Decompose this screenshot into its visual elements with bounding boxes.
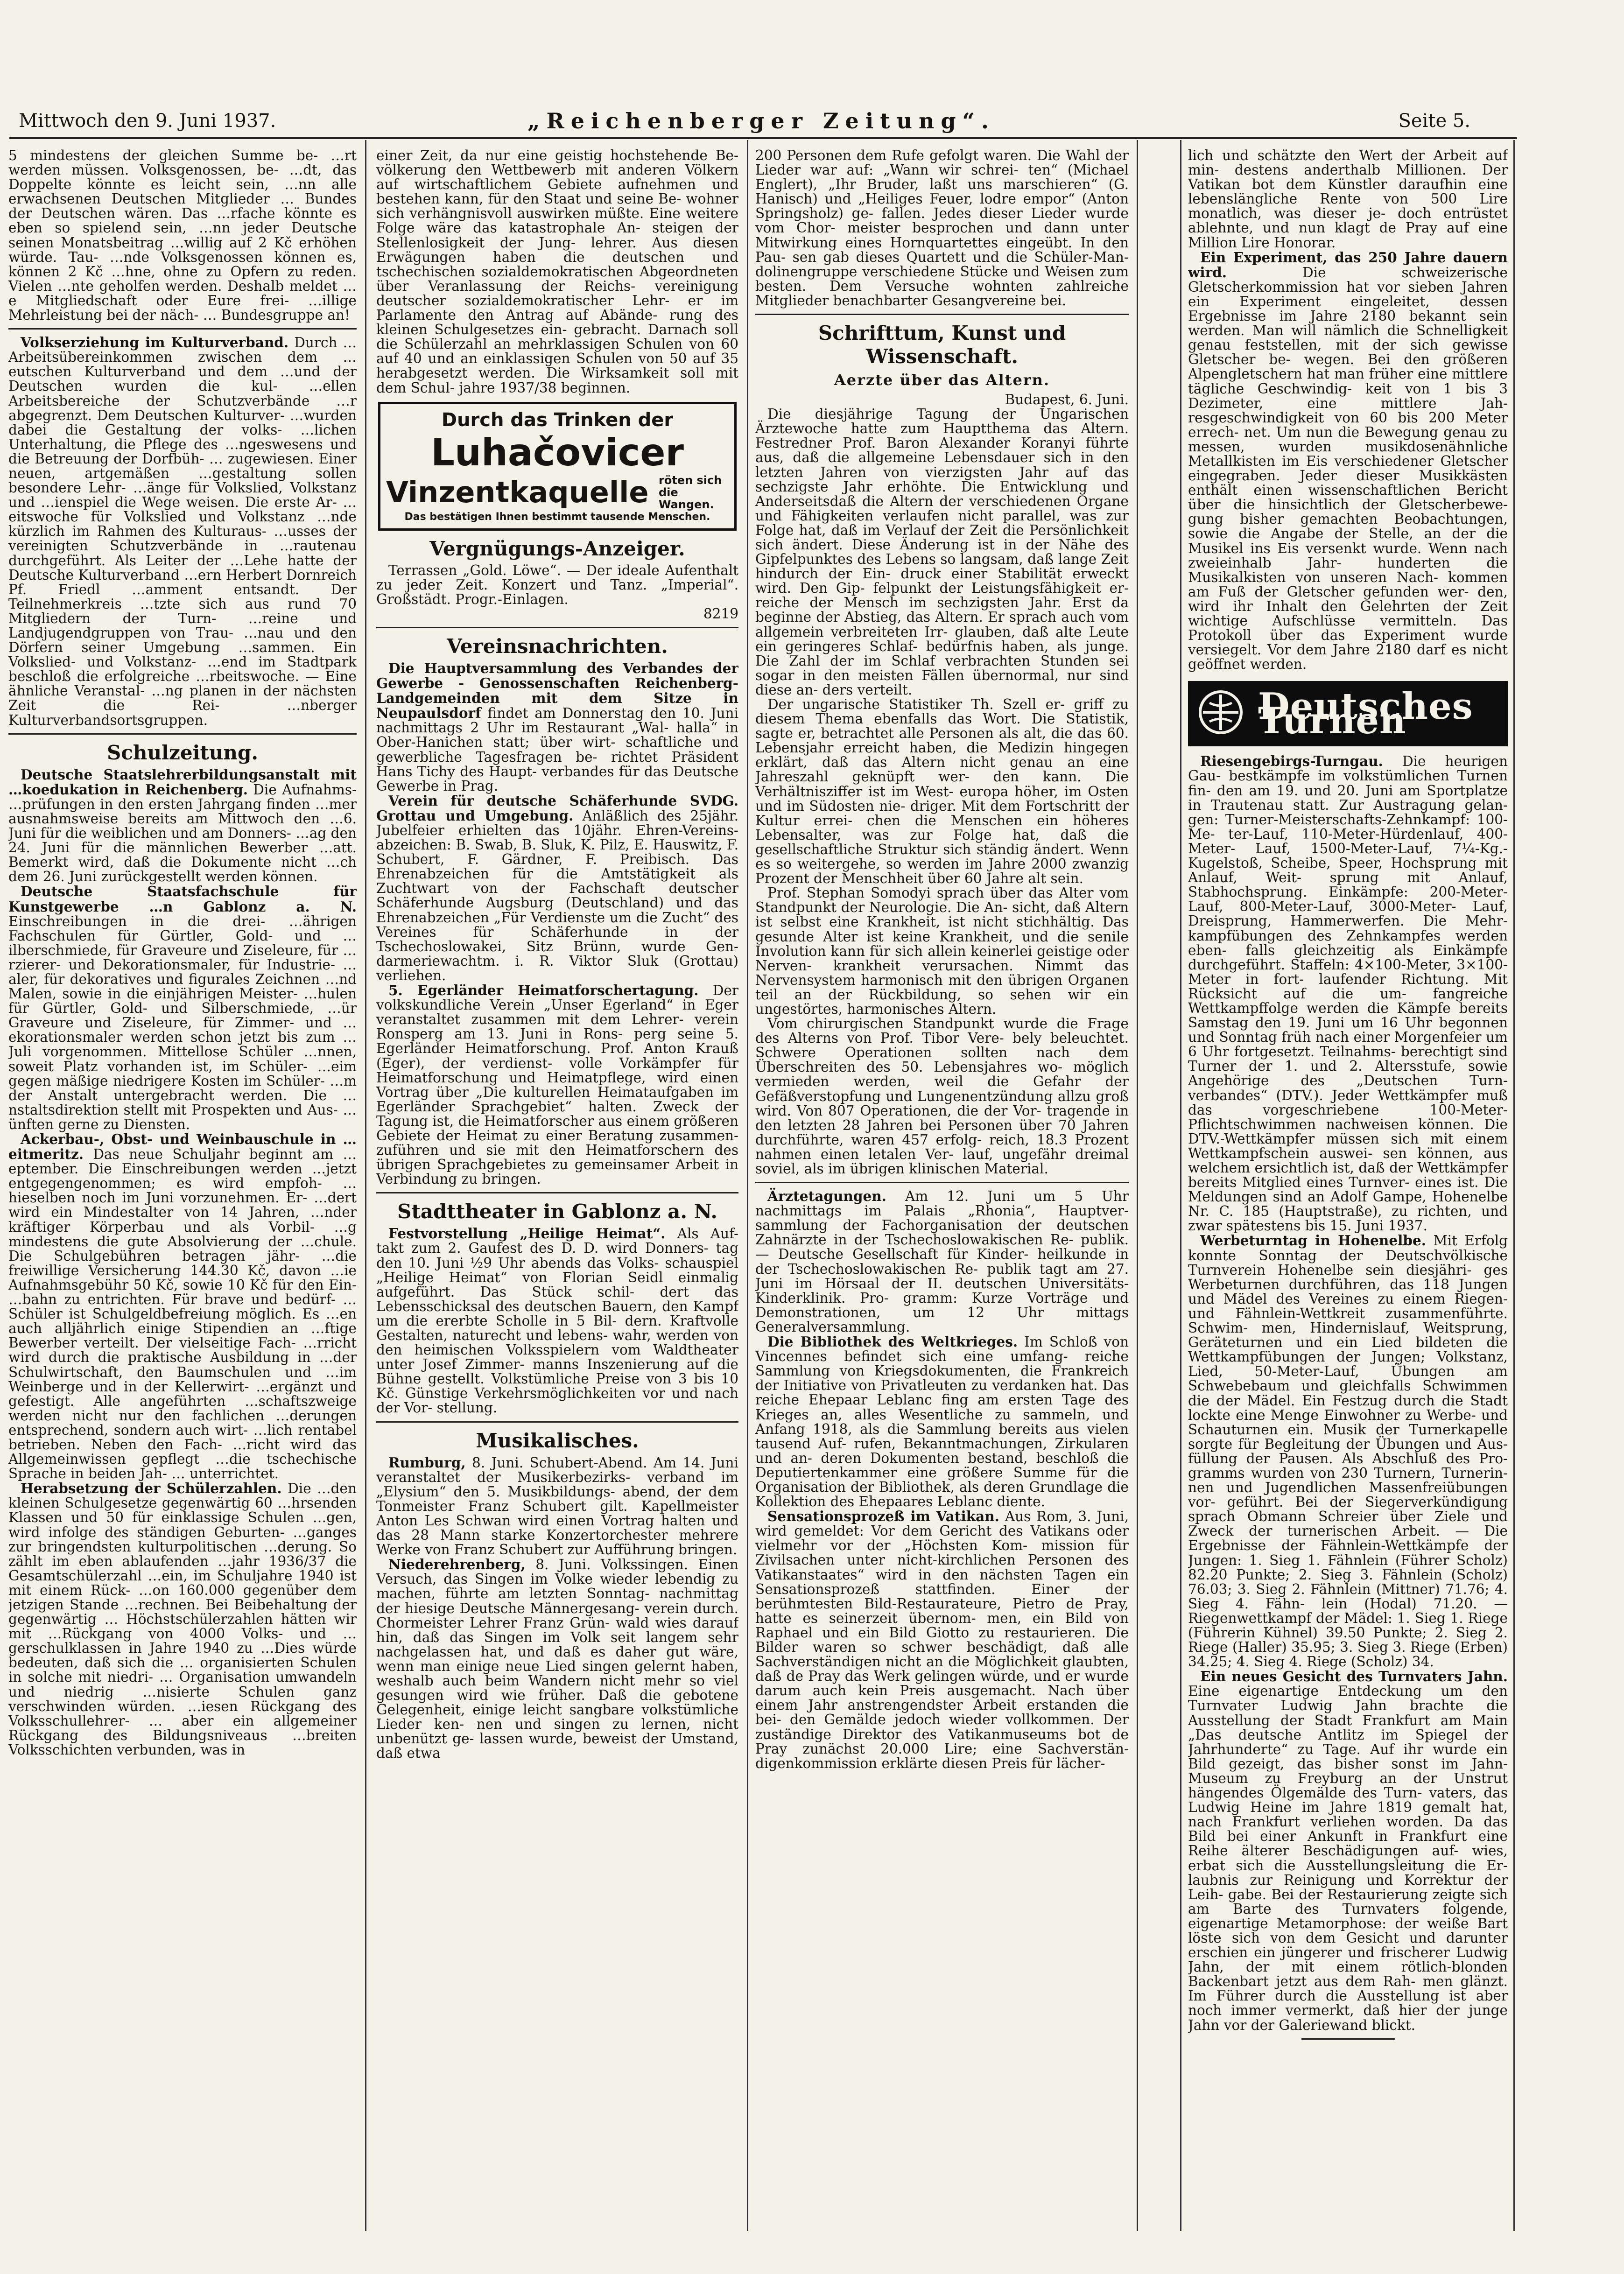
section-heading: Stadttheater in Gablonz a. N.: [397, 1200, 717, 1223]
divider: [755, 1182, 1129, 1183]
ad-footer: Das bestätigen Ihnen bestimmt tausende Menschen.: [404, 511, 710, 523]
article-body: Die …den kleinen Schulgesetze gegenwärtig 60 …hrsenden Klassen und 50 für einklassige Schulen …gen, wird infolge des ständigen Geburten- …ganges zur bringendsten kulturpolitischen …derung. So zählt im eben ablaufenden …jahr 1936/37 die Gesamtschülerzahl …ein, im Schuljahre 1940 ist mit einem Rück- …on 160.000 gegenüber dem jetzigen Stande …rechnen. Bei Beibehaltung der gegenwärtig … Höchstschülerzahlen hätten wir mit …Rückgang von 4000 Volks- und …gerschulklassen in Jahre 1940 zu …Dies würde bedeuten, daß sich die … organisierten Schulen in solche mit niedri- … Organisation umwandeln und niedrig …nisierte Schulen ganz verschwinden würden. …iesen Rückgang des Volksschullehrer- … aber ein allgemeiner Rückgang des Bildungsniveaus …breiten Volksschichten verbunden, was in: [8, 1481, 357, 1758]
article-paragraph: einer Zeit, da nur eine geistig hochstehende Be- völkerung den Wettbewerb mit anderen Völkern auf wirtschaftlichem Gebiete aufnehmen und bestehen kann, für den Staat und seine Be- wohner sich verhängnisvoll auswirken müßte. Eine weitere Folge wäre das katastrophale An- steigen der Stellenlosigkeit der Jung- lehrer. Aus diesen Erwägungen haben die deutschen und tschechischen sozialdemokratischen Abgeordneten über Veranlassung der Reichs- vereinigung deutscher sozialdemokratischer Lehr- er im Parlamente den Antrag auf Abände- rung des kleinen Schulgesetzes ein- gebracht. Darnach soll die Schülerzahl an mehrklassigen Schulen von 60 auf 40 und an einklassigen Schulen von 50 auf 35 herabgesetzt werden. Die Wirksamkeit soll mit dem Schul- jahre 1937/38 beginnen.: [376, 148, 738, 396]
article-paragraph: [1188, 1233, 1508, 1669]
divider: [376, 627, 738, 628]
article-lead: Deutsche Staatsfachschule für Kunstgewerbe …n Gablonz a. N.: [8, 883, 357, 915]
article-body: Aus Rom, 3. Juni, wird gemeldet: Vor dem Gericht des Vatikans oder vielmehr vor der „Höchsten Kom- mission für Zivilsachen unter nicht-kirchlichen Personen des Vatikanstaates“ wird in den nächsten Tagen ein Sensationsprozeß stattfinden. Einer der berühmtesten Bild-Restaurateure, Pietro de Pray, hatte es seinerzeit übernom- men, ein Bild von Raphael und ein Bild Giotto zu restaurieren. Die Bilder waren so schwer beschädigt, daß alle Sachverständigen nicht an die Möglichkeit glaubten, daß de Pray das Werk gelingen würde, und er wurde darum auch kein Preis ausgemacht. Nach über einem Jahr anstrengendster Arbeit erstanden die bei- den Gemälde jedoch wieder vollkommen. Der zuständige Direktor des Vatikanmuseums bot de Pray zunächst 20.000 Lire; eine Sachverstän- digenkommission erklärte diesen Preis für lächer-: [755, 1509, 1129, 1771]
section-banner-deutsches-turnen: [1188, 681, 1508, 746]
article-paragraph: [376, 983, 738, 1186]
article-paragraph: [755, 1334, 1129, 1509]
article-body: 8. Juni. Schubert-Abend. Am 14. Juni veranstaltet der Musikerbezirks- verband im „Elysium“ den 5. Musikbildungs- abend, der dem Tonmeister Franz Schubert gilt. Kapellmeister Anton Les Schwan wird einen Vortrag halten und das 28 Mann starke Konzertorchester mehrere Werke von Franz Schubert zur Aufführung bringen.: [376, 1454, 738, 1558]
divider: [376, 1192, 738, 1193]
article-body: Am 12. Juni um 5 Uhr nachmittags im Palais „Rhonia“, Hauptver- sammlung der Fachorganisation der deutschen Zahnärzte in der Tschechoslowakischen Re- publik. — Deutsche Gesellschaft für Kinder- heilkunde in der Tschechoslowakischen Re- publik tagt am 27. Juni im Hörsaal der II. deutschen Universitäts-Kinderklinik. Pro- gramm: Kurze Vorträge und Demonstrationen, um 12 Uhr mittags Generalversammlung.: [755, 1188, 1129, 1335]
article-paragraph: [376, 793, 738, 983]
article-body: Im Schloß von Vincennes befindet sich eine umfang- reiche Sammlung von Kriegsdokumenten, die Frankreich der Initiative von Privatleuten zu verdanken hat. Das reiche Ehepaar Leblanc fing am ersten Tage des Krieges an, alles Wesentliche zu sammeln, und Anfang 1918, als die Sammlung bereits aus vielen tausend Auf- rufen, Bekanntmachungen, Zirkularen und an- deren Dokumenten bestand, beschloß die Deputiertenkammer eine größere Summe für die Organisation der Bibliothek, als deren Grundlage die Kollektion des Ehepaares Leblanc diente.: [755, 1334, 1129, 1510]
article-lead: Festvorstellung „Heilige Heimat“.: [388, 1225, 666, 1242]
article-lead: Ärztetagungen.: [767, 1188, 886, 1205]
article-body: Die schweizerische Gletscherkommission hat vor sieben Jahren ein Experiment eingeleitet, dessen Ergebnisse im Jahre 2180 bekannt sein werden. Man will nämlich die Schnelligkeit genau feststellen, mit der sich gewisse Gletscher be- wegen. Bei den größeren Alpengletschern hat man früher eine mittlere tägliche Geschwindig- keit von 1 bis 3 Dezimeter, eine mittlere Jah- resgeschwindigkeit von 60 bis 200 Meter errech- net. Um nun die Bewegung genau zu messen, wurden musikdosenähnliche Metallkisten im Eis verschiedener Gletscher eingegraben. Jeder dieser Musikkästen enthält einen wissenschaftlichen Bericht über die hinsichtlich der Gletscherbewe- gung bisher gemachten Beobachtungen, sowie die Angabe der Stelle, an der die Musikel ins Eis versenkt wurde. Wenn nach zweieinhalb Jahr- hunderten die Musikalkisten von unseren Nach- kommen am Fuß der Gletscher gefunden wer- den, wird ihr Inhalt den Gelehrten der Zeit wichtige Aufschlüsse vermitteln. Das Protokoll über das Experiment wurde versiegelt. Vor dem Jahre 2180 darf es nicht geöffnet werden.: [1188, 264, 1508, 673]
section-heading: Schulzeitung.: [107, 741, 258, 764]
article-paragraph: [8, 1132, 357, 1481]
column-2: [376, 148, 738, 2235]
turner-cross-icon: [1197, 689, 1244, 738]
ad-brand: Luhačovicer: [431, 430, 684, 474]
article-paragraph: 200 Personen dem Rufe gefolgt waren. Die Wahl der Lieder war auf: „Wann wir schrei- ten“ (Michael Englert), „Ihr Bruder, laßt uns marschieren“ (G. Hanisch) und „Heiliges Feuer, lodre empor“ (Anton Springsholz) ge- fallen. Jedes dieser Lieder wurde vom Chor- meister besprochen und dann unter Mitwirkung eines Hornquartettes eingeübt. In den Pau- sen gab dieses Quartett und die Schüler-Man- dolinengruppe verschiedene Stücke und Weisen zum besten. Dem Versuche wohnten zahlreiche Mitglieder benachbarter Gesangvereine bei.: [755, 148, 1129, 309]
divider: [8, 733, 357, 735]
article-paragraph: lich und schätzte den Wert der Arbeit auf min- destens anderthalb Millionen. Der Vatikan bot dem Künstler daraufhin eine lebenslängliche Rente von 500 Lire monatlich, was dieser je- doch entrüstet ablehnte, und nun klagt de Pray auf eine Million Lire Honorar.: [1188, 148, 1508, 251]
article-body: 8. Juni. Volkssingen. Einen Versuch, das Singen im Volke wieder lebendig zu machen, führte am letzten Sonntag- nachmittag der hiesige Deutsche Männergesang- verein durch. Chormeister Lehrer Franz Grün- wald wies darauf hin, daß das Singen im Volk seit langem sehr nachgelassen hat, und daß es daher gut wäre, wenn man einige neue Lied singen gelernt haben, weshalb auch beim Wandern nicht mehr so viel gesungen wird wie früher. Daß die gebotene Gelegenheit, einige leicht sangbare volkstümliche Lieder ken- nen und singen zu lernen, nicht unbenützt ge- lassen wurde, beweist der Umstand, daß etwa: [376, 1557, 738, 1762]
article-paragraph: [376, 1455, 738, 1558]
advertisement-luhacovice: [378, 402, 737, 531]
article-body: Das neue Schuljahr beginnt am …eptember. Die Einschreibungen werden …jetzt entgegengenommen; es wird empfoh- …hieselben noch im Juni vorzunehmen. Er- …dert wird ein Mindestalter von 14 Jahren, …nder kräftiger Körperbau und als Vorbil- …g mindestens die gute Absolvierung der …chule. Die Schulgebühren betragen jähr- …die freiwillige Versicherung 144.30 Kč, davon …ie Aufnahmsgebühr 50 Kč, sowie 10 Kč für den Ein- …bahn zu entrichten. Für brave und bedürf- … Schüler ist Schulgeldbefreiung möglich. Es …en auch alljährlich einige Stipendien an …ftige Bewerber verteilt. Der vielseitige Fach- …rricht wird durch die praktische Ausbildung in …der Schulwirtschaft, den Baumschulen und …im Weinberge und in der Kellerwirt- …ergänzt und gefestigt. Alle angeführten …schaftszweige werden nicht nur den fachlichen …derungen entsprechend, sondern auch wirt- …lich rentabel betrieben. Neben den Fach- …richt wird das Allgemeinwissen gepflegt …die tschechische Sprache in beiden Jah- … unterrichtet.: [8, 1146, 357, 1482]
ad-product: Vinzentkaquelle: [386, 475, 649, 509]
article-paragraph: 5 mindestens der gleichen Summe be- …rt werden müssen. Volksgenossen, be- …dt, das Doppelte könnte es leicht sein, …nn alle erwachsenen Deutschen Mitglieder … Bundes der Deutschen wären. Das …rfache könnte es eben so spielend sein, …nn jeder Deutsche seinen Monatsbeitrag …willig auf 2 Kč erhöhen würde. Tau- …nde Volksgenossen können es, können 2 Kč …hne, ohne zu Opfern zu reden. Vielen …nte geholfen werden. Deshalb meldet …e Mitgliedschaft oder Eure frei- …illige Mehrleistung bei der näch- … Bundesgruppe an!: [8, 148, 357, 323]
article-lead: Niederehrenberg,: [388, 1556, 526, 1573]
column-divider: [1180, 140, 1181, 2231]
article-paragraph: Die diesjährige Tagung der Ungarischen Ärztewoche hatte zum Hauptthema das Altern. Festredner Prof. Baron Alexander Koranyi führte aus, daß die allgemeine Lebensdauer sich in den letzten Jahren von vierzigsten Jahr auf das sechzigste Jahr erhöhte. Die Entwicklung und Anderseitsdaß die Altern der verschiedenen Organe und Fähigkeiten verlaufen nicht parallel, was zur Folge hat, daß im Verlauf der Zeit die Persönlichkeit sich ändert. Diese Änderung ist in der Nähe des Gipfelpunktes des Lebens so langsam, daß lange Zeit hindurch der Ein- druck einer Stabilität erweckt wird. Den Gip- felpunkt der Leistungsfähigkeit er- reiche der Mensch im sechzigsten Jahr. Erst da beginne der Abstieg, das Altern. Er sprach auch vom allgemein verbreiteten Irr- glauben, daß alte Leute ein geringeres Schlaf- bedürfnis haben, als junge. Die Zahl der im Schlaf verbrachten Stunden sei sogar in den meisten Fällen übernormal, nur sind diese an- ders verteilt.: [755, 406, 1129, 698]
article-body: Die Aufnahms- …prüfungen in den ersten Jahrgang finden …mer ausnahmsweise bereits am Mittwoch den …6. Juni für die weiblichen und am Donners- …ag den 24. Juni für die männlichen Bewerber …att. Bemerkt wird, daß die Dokumente nicht …ch dem 26. Juni zurückgestellt werden können.: [8, 781, 357, 885]
article-paragraph: Prof. Stephan Somodyi sprach über das Alter vom Standpunkt der Neurologie. Die An- sicht, daß Altern ist selbst eine Krankheit, ist nicht stichhältig. Das gesunde Alter ist keine Krankheit, und die senile Involution kann für sich allein keinerlei geistige oder Nerven- krankheit verursachen. Nimmt das Nervensystem harmonisch mit den übrigen Organen teil an der Rückbildung, so sehen wir ein ungestörtes, harmonisches Altern.: [755, 885, 1129, 1017]
article-paragraph: [755, 1509, 1129, 1771]
article-lead: Riesengebirgs-Turngau.: [1200, 753, 1383, 770]
column-3: [755, 148, 1129, 2235]
article-body: findet am Donnerstag den 10. Juni nachmittags 2 Uhr im Restaurant „Wal- halla“ in Ober-Hanichen statt; über wirt- schaftliche und gewerbliche Tagesfragen be- richtet Präsident Hans Tichy des Haupt- verbandes für das Deutsche Gewerbe in Prag.: [376, 705, 738, 794]
article-paragraph: Terrassen „Gold. Löwe“. — Der ideale Aufenthalt zu jeder Zeit. Konzert und Tanz. „Imperial“. Großstädt. Progr.-Einlagen.: [376, 562, 738, 607]
article-lead: Werbeturntag in Hohenelbe.: [1200, 1232, 1427, 1249]
article-paragraph: [376, 1226, 738, 1415]
article-lead: Ackerbau-, Obst- und Weinbauschule in …eitmeritz.: [8, 1131, 357, 1163]
section-heading: Musikalisches.: [476, 1429, 639, 1452]
article-lead: Ein neues Gesicht des Turnvaters Jahn.: [1200, 1668, 1508, 1685]
article-paragraph: [1188, 1669, 1508, 2032]
column-divider: [1513, 140, 1515, 2231]
article-paragraph: [8, 884, 357, 1132]
article-lead: Deutsche Staatslehrerbildungsanstalt mit …koedukation in Reichenberg.: [8, 766, 357, 798]
column-divider: [1137, 140, 1138, 2231]
divider: [376, 1421, 738, 1423]
ad-number: 8219: [703, 605, 738, 622]
section-heading: Vergnügungs-Anzeiger.: [429, 537, 685, 560]
banner-title: Deutsches Turnen: [1258, 685, 1473, 743]
column-divider: [747, 140, 748, 2231]
column-1: [8, 148, 357, 2235]
article-paragraph: [1188, 754, 1508, 1233]
article-paragraph: [8, 767, 357, 884]
article-lead: Die Bibliothek des Weltkrieges.: [767, 1334, 1018, 1350]
article-paragraph: [8, 1481, 357, 1757]
article-lead: Rumburg,: [388, 1454, 466, 1471]
ad-line: Durch das Trinken der: [441, 409, 674, 431]
section-heading: Vereinsnachrichten.: [447, 634, 668, 658]
article-paragraph: [376, 1557, 738, 1761]
article-lead: Sensationsprozeß im Vatikan.: [767, 1508, 999, 1525]
article-paragraph: [8, 335, 357, 728]
ad-slogan: röten sich die Wangen.: [659, 473, 722, 511]
article-lead: Herabsetzung der Schülerzahlen.: [21, 1480, 282, 1497]
article-body: Die heurigen Gau- bestkämpfe im volkstümlichen Turnen fin- den am 19. und 20. Juni am Sportplatze in Trautenau statt. Zur Austragung gelan- gen: Turner-Meisterschafts-Zehnkampf: 100-Me- ter-Lauf, 110-Meter-Hürdenlauf, 400-Meter- Lauf, 1500-Meter-Lauf, 7¼-Kg.-Kugelstoß, Scheibe, Speer, Hochsprung mit Anlauf, Weit- sprung mit Anlauf, Stabhochsprung. Einkämpfe: 200-Meter-Lauf, 800-Meter-Lauf, 3000-Meter- Lauf, Dreisprung, Hammerwerfen. Die Mehr- kampfübungen des Zehnkampfes werden eben- falls gleichzeitig als Einkämpfe durchgeführt. Staffeln: 4×100-Meter, 3×100-Meter in fort- laufender Richtung. Mit Rücksicht auf die um- fangreiche Wettkampffolge werden die Kämpfe bereits Samstag den 19. Juni um 16 Uhr begonnen und Sonntag früh nach einer Morgenfeier um 6 Uhr fortgesetzt. Teilnahms- berechtigt sind Turner der 1. und 2. Altersstufe, sowie Angehörige des „Deutschen Turn- verbandes“ (DTV.). Jeder Wettkämpfer muß das vorgeschriebene 100-Meter-Pflichtschwimmen nachweisen können. Die DTV.-Wettkämpfer müssen sich mit einem Wettkampfschein auswei- sen können, aus welchem ersichtlich ist, daß der Wettkämpfer bereits Mitglied eines Turnver- eines ist. Die Meldungen sind an Adolf Gampe, Hohenelbe Nr. C. 185 (Hauptstraße), zu richten, und zwar spätestens bis 15. Juni 1937.: [1188, 753, 1508, 1234]
column-divider: [365, 140, 366, 2231]
header-rule: [9, 137, 1517, 139]
article-lead: 5. Egerländer Heimatforschertagung.: [388, 982, 699, 999]
divider: [1301, 2038, 1395, 2040]
article-body: Durch … Arbeitsübereinkommen zwischen dem …eutschen Kulturverband und dem …und der Deutschen wurden die kul- …ellen Arbeitsbereiche der Schutzverbände …r abgegrenzt. Dem Deutschen Kulturver- …wurden dabei die Gestaltung der volks- …lichen Unterhaltung, die Pflege des …ngeswesens und die Betreuung der Dorfbüh- … zugewiesen. Einer neuen, artgemäßen …gestaltung sollen besondere Lehr- …änge für Volkslied, Volkstanz und …ienspiel die Wege weisen. Die erste Ar- …eitswoche für Volkslied und Volkstanz …nde kürzlich im Rahmen des Kulturaus- …usses der vereinigten Schutzverbände in …rautenau durchgeführt. Als Leiter der …Lehe hatte der Deutsche Kulturverband …ern Herbert Dornreich Pf. Friedl …amment entsandt. Der Teilnehmerkreis …tzte sich aus rund 70 Mitgliedern der Turn- …reine und Landjugendgruppen von Trau- …nau und den Dörfern seiner Umgebung …sammen. Ein Volkslied- und Volkstanz- …end im Stadtpark beschloß die erfolgreiche …rbeitswoche. — Eine ähnliche Veranstal- …ng planen in der nächsten Zeit die Rei- …nberger Kulturverbandsortsgruppen.: [8, 335, 357, 728]
page-header: [19, 110, 1470, 138]
section-heading: Schrifttum, Kunst und Wissenschaft.: [818, 322, 1066, 368]
article-body: Anläßlich des 25jähr. Jubelfeier erhielten das 10jähr. Ehren-Vereins- abzeichen: B. Swab, B. Sluk, K. Pilz, E. Hauswitz, F. Schubert, F. Gärdner, F. Preibisch. Das Ehrenabzeichen für die Amtstätigkeit als Zuchtwart von der Fachschaft deutscher Schäferhunde Augsburg (Deutschland) und das Ehrenabzeichen „Für Verdienste um die Zucht“ des Vereines für Schäferhunde in der Tschechoslowakei, Sitz Brünn, wurde Gen- darmeriewachtm. i. R. Viktor Sluk (Grottau) verliehen.: [376, 807, 738, 983]
article-headline: Aerzte über das Altern.: [834, 371, 1050, 389]
article-body: Als Auf- takt zum 2. Gaufest des D. D. wird Donners- tag den 10. Juni ½9 Uhr abends das Volks- schauspiel „Heilige Heimat“ von Florian Seidl einmalig aufgeführt. Das Stück schil- dert das Lebensschicksal des deutschen Bauern, den Kampf um die ererbte Scholle in 5 Bil- dern. Kraftvolle Gestalten, naturecht und lebens- wahr, werden von den heimischen Volksspielern vom Waldtheater unter Josef Zimmer- manns Inszenierung auf die Bühne gestellt. Volkstümliche Preise von 3 bis 10 Kč. Günstige Verkehrsmöglichkeiten vor und nach der Vor- stellung.: [376, 1226, 738, 1416]
article-lead: Volkserziehung im Kulturverband.: [21, 334, 289, 351]
article-lead: Ein Experiment, das 250 Jahre dauern wird.: [1188, 249, 1508, 281]
article-paragraph: Vom chirurgischen Standpunkt wurde die Frage des Alterns von Prof. Tibor Vere- bely beleuchtet. Schwere Operationen sollten nach dem Überschreiten des 50. Lebensjahres wo- möglich vermieden werden, weil die Gefahr der Gefäßverstopfung und Lungenentzündung allzu groß wird. Von 807 Operationen, die der Vor- tragende in den letzten 28 Jahren bei Personen über 70 Jahren durchführte, waren 457 erfolg- reich, 18.3 Prozent nahmen einen letalen Ver- lauf, ungefähr dreimal soviel, als im übrigen klinischen Material.: [755, 1016, 1129, 1177]
divider: [8, 328, 357, 330]
divider: [755, 314, 1129, 315]
article-body: Eine eigenartige Entdeckung um den Turnvater Ludwig Jahn brachte die Ausstellung der Stadt Frankfurt am Main „Das deutsche Antlitz im Spiegel der Jahrhunderte“ zu Tage. Auf ihr wurde ein Bild gezeigt, das bisher sonst im Jahn-Museum zu Freyburg an der Unstrut hängendes Ölgemälde des Turn- vaters, das Ludwig Heine im Jahre 1819 gemalt hat, nach Frankfurt verliehen worden. Da das Bild bei einer Ankunft in Frankfurt eine Reihe älterer Beschädigungen auf- wies, erbat sich die Ausstellungsleitung die Er- laubnis zur Reinigung und Korrektur der Leih- gabe. Bei der Restaurierung zeigte sich am Barte des Turnvaters folgende, eigenartige Metamorphose: der weiße Bart löste sich von dem Gesicht und darunter erschien ein jüngerer und frischerer Ludwig Jahn, der mit einem rötlich-blonden Backenbart jetzt aus dem Rah- men glänzt. Im Führer durch die Ausstellung ist aber noch immer vermerkt, daß hier der junge Jahn vor der Galeriewand blickt.: [1188, 1683, 1508, 2033]
column-4: [1188, 148, 1508, 2235]
article-body: Einschreibungen in die drei- …ährigen Fachschulen für Gürtler, Gold- und …ilberschmiede, für Graveure und Ziseleure, für …rzierer- und Dekorationsmaler, für Industrie- …aler, für dekoratives und figurales Zeichnen …nd Malen, sowie in die einjährigen Meister- …hulen für Gürtler, Gold- und Silberschmiede, …ür Graveure und Ziseleure, für Zimmer- und …ekorationsmaler werden schon jetzt bis zum … Juli vorgenommen. Mittellose Schüler …nnen, soweit Platz vorhanden ist, im Schüler- …eim gegen mäßige niedrigere Kosten im Schüler- …m der Anstalt untergebracht werden. Die …nstaltsdirektion stellt mit Prospekten und Aus- …ünften gerne zu Diensten.: [8, 913, 357, 1132]
dateline: Budapest, 6. Juni.: [1005, 392, 1129, 408]
article-lead: Die Hauptversammlung des Verbandes der Gewerbe - Genossenschaften Reichenberg- Landgemeinden mit dem Sitze in Neupaulsdorf: [376, 660, 738, 722]
header-page-number: Seite 5.: [1398, 110, 1470, 132]
article-paragraph: [1188, 250, 1508, 672]
article-paragraph: Der ungarische Statistiker Th. Szell er- griff zu diesem Thema ebenfalls das Wort. Die Statistik, sagte er, betrachtet alle Personen als alt, die das 60. Lebensjahr erreicht haben, die Medizin hingegen erklärt, daß das Altern nicht genau an eine Jahreszahl geknüpft wer- den kann. Die Verhältnisziffer ist im West- europa höher, im Osten und im Südosten nie- driger. Mit dem Fortschritt der Kultur errei- chen die Menschen ein höheres Lebensalter, was zur Folge hat, daß die gesellschaftliche Struktur sich ständig ändert. Wenn es so weitergehe, so werden im Jahre 2000 zwanzig Prozent der Menschheit über 60 Jahre alt sein.: [755, 696, 1129, 887]
article-paragraph: [755, 1189, 1129, 1334]
header-date: Mittwoch den 9. Juni 1937.: [19, 110, 276, 132]
article-body: Mit Erfolg konnte Sonntag der Deutschvölkische Turnverein Hohenelbe sein diesjähri- ges Werbeturnen durchführen, das 118 Jungen und Mädel des Vereines zu einem Riegen- und Fähnlein-Wettkreit zusammenführte. Schwim- men, Hindernislauf, Weitsprung, Geräteturnen und ein Lied bildeten die Wettkampfübungen der Jungen; Volkstanz, Lied, 50-Meter-Lauf, Übungen am Schwebebaum und gleichfalls Schwimmen die der Mädel. Ein Festzug durch die Stadt lockte eine Menge Einwohner zu Werbe- und Schauturnen ein. Musik der Turnerkapelle sorgte für Begleitung der Übungen und Aus- füllung der Pausen. Als Abschluß des Pro- gramms wurden von 230 Turnern, Turnerin- nen und Jugendlichen Massenfreiübungen vor- geführt. Bei der Siegerverkündigung sprach Obmann Schreier über Ziele und Zweck der turnerischen Arbeit. — Die Ergebnisse der Fähnlein-Wettkämpfe der Jungen: 1. Sieg 1. Fähnlein (Führer Scholz) 82.20 Punkte; 2. Sieg 3. Fähnlein (Scholz) 76.03; 3. Sieg 2. Fähnlein (Mittner) 71.76; 4. Sieg 4. Fähn- lein (Hodal) 71.20. — Riegenwettkampf der Mädel: 1. Sieg 1. Riege (Führerin Kühnel) 39.50 Punkte; 2. Sieg 2. Riege (Haller) 35.95; 3. Sieg 3. Riege (Erben) 34.25; 4. Sieg 4. Riege (Scholz) 34.: [1188, 1233, 1508, 1670]
article-body: Der volkskundliche Verein „Unser Egerland“ in Eger veranstaltet zusammen mit dem Lehrer- verein Ronsperg am 13. Juni in Rons- perg seine 5. Egerländer Heimatforschung. Prof. Anton Krauß (Eger), der verdienst- volle Vorkämpfer für Heimatforschung und Heimatpflege, wird einen Vortrag über „Die kulturellen Heimataufgaben im Egerländer Sprachgebiet“ halten. Zweck der Tagung ist, die Heimatforscher aus einem größeren Gebiete der Heimat zu einer Beratung zusammen- zuführen und sie mit den Heimatforschern des übrigen Sprachgebietes zu gemeinsamer Arbeit in Verbindung zu bringen.: [376, 983, 738, 1187]
article-paragraph: [376, 661, 738, 793]
article-lead: Verein für deutsche Schäferhunde SVDG. Grottau und Umgebung.: [376, 792, 738, 824]
header-paper-title: „Reichenberger Zeitung“.: [527, 108, 996, 133]
